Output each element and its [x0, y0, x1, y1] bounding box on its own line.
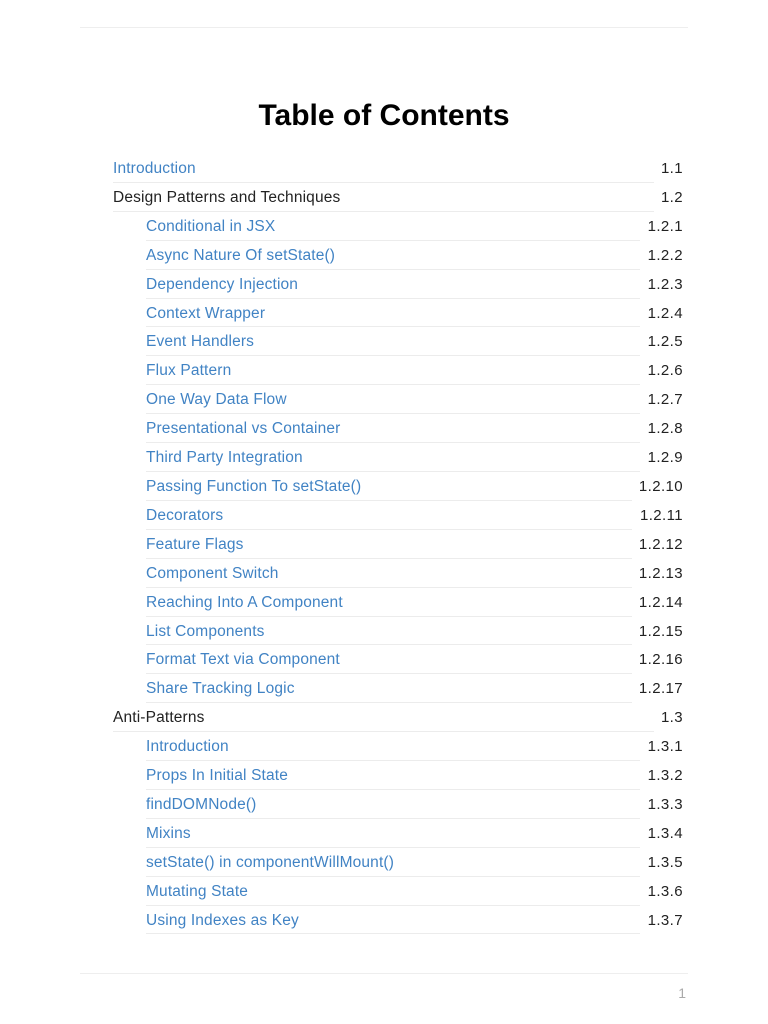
toc-entry-link[interactable]: Feature Flags [146, 535, 244, 553]
toc-entry[interactable] [0, 617, 768, 646]
table-of-contents [0, 154, 768, 934]
toc-entry-number: 1.2.9 [647, 449, 683, 467]
toc-entry[interactable] [0, 761, 768, 790]
toc-entry[interactable] [0, 501, 768, 530]
toc-entry-number: 1.2.3 [647, 275, 683, 293]
toc-entry-link[interactable]: findDOMNode() [146, 795, 257, 813]
toc-entry[interactable] [0, 877, 768, 906]
toc-entry[interactable] [0, 472, 768, 501]
toc-entry-number: 1.3 [660, 709, 683, 727]
toc-entry[interactable] [0, 732, 768, 761]
toc-entry-number: 1.2.14 [638, 593, 683, 611]
toc-entry-number: 1.2.7 [647, 391, 683, 409]
toc-entry-number: 1.1 [660, 160, 683, 177]
footer-rule [80, 973, 688, 974]
toc-entry-link[interactable]: Event Handlers [146, 333, 255, 351]
toc-entry-link[interactable]: Async Nature Of setState() [146, 246, 336, 264]
toc-entry-number: 1.3.6 [647, 882, 683, 900]
toc-entry[interactable] [0, 443, 768, 472]
toc-entry[interactable] [0, 674, 768, 703]
toc-entry-link[interactable]: Reaching Into A Component [146, 593, 343, 611]
toc-entry-number: 1.2.1 [647, 217, 683, 235]
toc-entry-link[interactable]: One Way Data Flow [146, 391, 287, 409]
toc-entry-link[interactable]: Decorators [146, 506, 224, 524]
toc-entry[interactable] [0, 356, 768, 385]
toc-entry-link[interactable]: Using Indexes as Key [146, 911, 299, 929]
toc-entry[interactable] [0, 588, 768, 617]
toc-entry[interactable] [0, 530, 768, 559]
toc-entry-divider [146, 933, 640, 934]
header-rule [80, 27, 688, 28]
toc-entry-link[interactable]: Introduction [146, 738, 229, 756]
toc-entry[interactable] [0, 414, 768, 443]
toc-entry-number: 1.2 [660, 188, 683, 206]
toc-entry-number: 1.2.10 [638, 477, 683, 495]
toc-entry-link[interactable]: Presentational vs Container [146, 420, 341, 438]
toc-entry-number: 1.2.11 [640, 506, 683, 524]
toc-entry-link[interactable]: Dependency Injection [146, 275, 299, 293]
toc-entry-number: 1.2.2 [647, 246, 683, 264]
toc-entry-link[interactable]: Passing Function To setState() [146, 477, 362, 495]
toc-entry[interactable] [0, 559, 768, 588]
toc-entry-number: 1.2.12 [638, 535, 683, 553]
page-number: 1 [678, 985, 686, 1001]
toc-entry-number: 1.2.5 [647, 333, 683, 351]
toc-entry-link[interactable]: Context Wrapper [146, 304, 266, 322]
toc-entry[interactable] [0, 299, 768, 328]
toc-entry[interactable] [0, 270, 768, 299]
toc-entry [0, 183, 768, 212]
toc-entry-link[interactable]: Third Party Integration [146, 449, 303, 467]
toc-entry[interactable] [0, 327, 768, 356]
toc-entry-number: 1.2.16 [638, 651, 683, 669]
toc-entry-number: 1.2.15 [638, 622, 683, 640]
toc-entry-link[interactable]: Flux Pattern [146, 362, 232, 380]
toc-entry-number: 1.3.2 [647, 767, 683, 785]
page-title: Table of Contents [258, 99, 510, 132]
toc-entry[interactable] [0, 848, 768, 877]
toc-entry [0, 703, 768, 732]
toc-entry-link[interactable]: Share Tracking Logic [146, 680, 295, 698]
toc-entry-link[interactable]: Format Text via Component [146, 651, 340, 669]
toc-entry-number: 1.2.6 [647, 362, 683, 380]
toc-entry[interactable] [0, 385, 768, 414]
toc-entry-number: 1.3.7 [647, 911, 683, 929]
toc-entry-number: 1.2.17 [638, 680, 683, 698]
toc-section-heading: Anti-Patterns [113, 709, 205, 727]
toc-section-heading: Design Patterns and Techniques [113, 188, 341, 206]
toc-entry-link[interactable]: Mixins [146, 824, 191, 842]
toc-entry-number: 1.3.5 [647, 853, 683, 871]
toc-entry[interactable] [0, 154, 768, 183]
toc-entry-number: 1.3.1 [647, 738, 683, 756]
toc-entry[interactable] [0, 241, 768, 270]
toc-entry[interactable] [0, 212, 768, 241]
toc-entry-number: 1.2.4 [647, 304, 683, 322]
toc-entry-link[interactable]: setState() in componentWillMount() [146, 853, 395, 871]
toc-entry-number: 1.2.8 [647, 420, 683, 438]
toc-entry[interactable] [0, 819, 768, 848]
toc-entry-link[interactable]: Props In Initial State [146, 767, 289, 785]
toc-entry[interactable] [0, 790, 768, 819]
toc-entry-number: 1.3.4 [647, 824, 683, 842]
toc-entry-number: 1.2.13 [638, 564, 683, 582]
toc-entry-link[interactable]: Introduction [113, 160, 196, 177]
toc-entry-link[interactable]: Mutating State [146, 882, 249, 900]
toc-entry-link[interactable]: Conditional in JSX [146, 217, 276, 235]
toc-entry-link[interactable]: List Components [146, 622, 265, 640]
toc-entry[interactable] [0, 645, 768, 674]
toc-entry[interactable] [0, 906, 768, 935]
toc-entry-number: 1.3.3 [647, 795, 683, 813]
toc-entry-link[interactable]: Component Switch [146, 564, 279, 582]
